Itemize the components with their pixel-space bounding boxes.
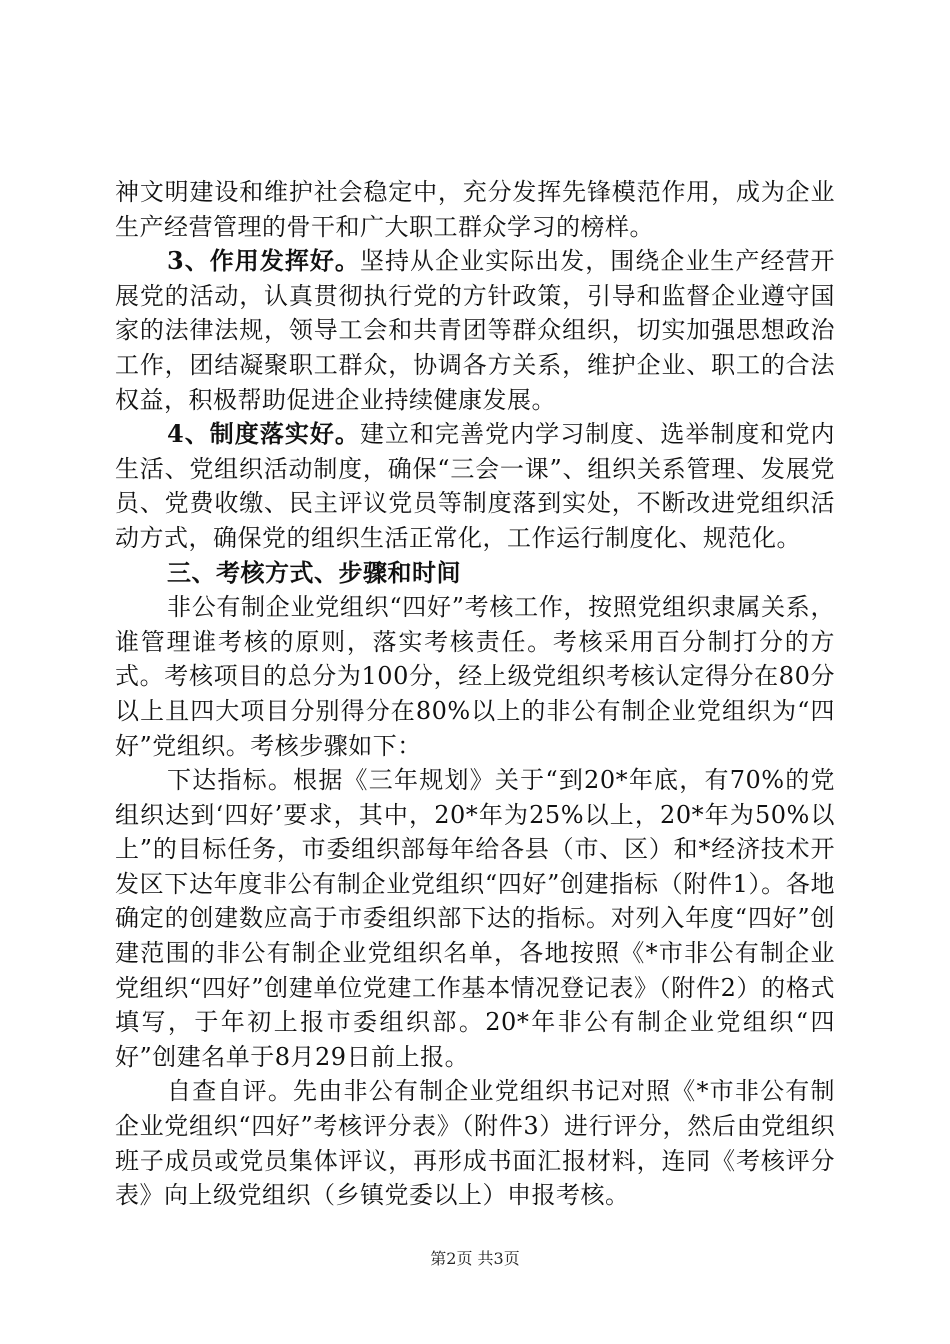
paragraph-self-evaluation: 自查自评。先由非公有制企业党组织书记对照《*市非公有制企业党组织“四好”考核评分表》（附件3）进行评分，然后由党组织班子成员或党员集体评议，再形成书面汇报材料，连同《考核评分表》向上级党组织（乡镇党委以上）申报考核。 — [115, 1077, 835, 1210]
paragraph-continuation: 神文明建设和维护社会稳定中，充分发挥先锋模范作用，成为企业生产经营管理的骨干和广大职工群众学习的榜样。 — [115, 178, 835, 241]
document-body — [115, 175, 835, 1213]
paragraph-role-effect — [115, 244, 835, 417]
paragraph-system-implementation — [115, 417, 835, 555]
paragraph-lead-system-implementation: 4、制度落实好。 — [167, 419, 360, 449]
paragraph-body-system-implementation: 建立和完善党内学习制度、选举制度和党内生活、党组织活动制度，确保“三会一课”、组织关系管理、发展党员、党费收缴、民主评议党员等制度落到实处，不断改进党组织活动方式，确保党的组织生活正常化，工作运行制度化、规范化。 — [115, 420, 836, 552]
paragraph-lead-role-effect: 3、作用发挥好。 — [167, 246, 360, 276]
paragraph-issue-targets: 下达指标。根据《三年规划》关于“到20*年底，有70%的党组织达到‘四好’要求，其中，20*年为25%以上，20*年为50%以上”的目标任务，市委组织部每年给各县（市、区）和*经济技术开发区下达年度非公有制企业党组织“四好”创建指标（附件1）。各地确定的创建数应高于市委组织部下达的指标。对列入年度“四好”创建范围的非公有制企业党组织名单，各地按照《*市非公有制企业党组织“四好”创建单位党建工作基本情况登记表》（附件2）的格式填写，于年初上报市委组织部。20*年非公有制企业党组织“四好”创建名单于8月29日前上报。 — [115, 766, 835, 1071]
section-heading-3: 三、考核方式、步骤和时间 — [167, 557, 461, 587]
paragraph-body-role-effect: 坚持从企业实际出发，围绕企业生产经营开展党的活动，认真贯彻执行党的方针政策，引导和监督企业遵守国家的法律法规，领导工会和共青团等群众组织，切实加强思想政治工作，团结凝聚职工群众，协调各方关系，维护企业、职工的合法权益，积极帮助促进企业持续健康发展。 — [115, 247, 836, 414]
page-footer: 第2页 共3页 — [430, 1249, 520, 1268]
paragraph-assessment-method: 非公有制企业党组织“四好”考核工作，按照党组织隶属关系，谁管理谁考核的原则，落实考核责任。考核采用百分制打分的方式。考核项目的总分为100分，经上级党组织考核认定得分在80分以上且四大项目分别得分在80%以上的非公有制企业党组织为“四好”党组织。考核步骤如下： — [115, 593, 835, 760]
